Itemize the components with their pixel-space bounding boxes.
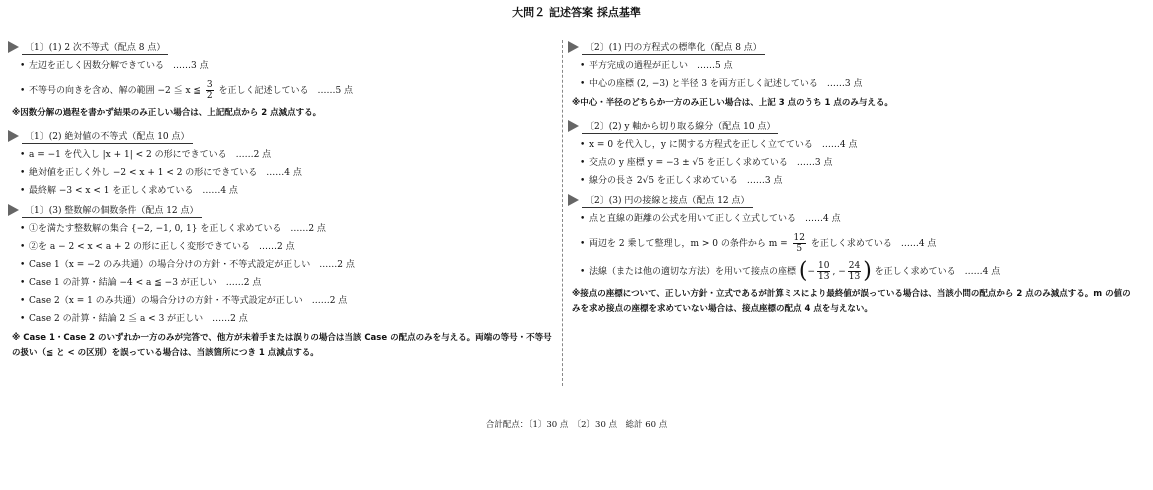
section-heading (568, 193, 1138, 207)
numerator: 3 (206, 80, 213, 90)
section-note: ※接点の座標について、正しい方針・立式であるが計算ミスにより最終値が誤っている場合は、当該小問の配点から 2 点のみ減点する。m の値のみを求め接点の座標を求めていない場合は、接点座標の配点 4 点を与えない。 (572, 289, 1131, 314)
criterion-item: • Case 1 の計算・結論 −4 < a ≦ −3 が正しい ……2 点 (20, 277, 556, 289)
arrow-icon (8, 204, 19, 216)
column-divider (562, 40, 563, 386)
section-2-1 (568, 40, 1138, 111)
criterion-item (580, 231, 1138, 257)
criterion-item: • x = 0 を代入し，y に関する方程式を正しく立てている ……4 点 (580, 139, 1138, 151)
section-heading (8, 129, 556, 143)
arrow-icon (8, 41, 19, 53)
arrow-icon (568, 120, 579, 132)
heading-text: 〔1〕(1) 2 次不等式（配点 8 点） (22, 40, 168, 55)
criterion-text: を正しく求めている ……4 点 (810, 239, 937, 249)
page-title: 大問２ 記述答案 採点基準 (512, 6, 641, 19)
criterion-item: • 交点の y 座標 y = −3 ± √5 を正しく求めている ……3 点 (580, 157, 1138, 169)
criterion-item (20, 78, 556, 104)
criterion-item: • 最終解 −3 < x < 1 を正しく求めている ……4 点 (20, 185, 556, 197)
heading-text: 〔2〕(1) 円の方程式の標準化（配点 8 点） (582, 40, 765, 55)
total-score-footer: 合計配点：〔1〕30 点 〔2〕30 点 総計 60 点 (485, 420, 668, 430)
heading-text: 〔2〕(3) 円の接線と接点（配点 12 点） (582, 193, 753, 208)
criterion-item: • Case 2 の計算・結論 2 ≦ a < 3 が正しい ……2 点 (20, 313, 556, 325)
fraction (817, 261, 830, 282)
denominator: 13 (818, 272, 830, 282)
section-1-2 (8, 129, 556, 197)
heading-text: 〔1〕(3) 整数解の個数条件（配点 12 点） (22, 203, 202, 218)
criterion-item: • 中心の座標 (2, −3) と半径 3 を両方正しく記述している ……3 点 (580, 78, 1138, 90)
criterion-item: • a = −1 を代入し |x + 1| < 2 の形にできている ……2 点 (20, 149, 556, 161)
criteria-list (8, 223, 556, 325)
numerator: 24 (848, 261, 861, 271)
section-heading (8, 40, 556, 54)
heading-text: 〔2〕(2) y 軸から切り取る線分（配点 10 点） (582, 119, 778, 134)
denominator: 13 (848, 272, 861, 282)
criterion-item: • ①を満たす整数解の集合 {−2, −1, 0, 1} を正しく求めている ……2 点 (20, 223, 556, 235)
fraction (793, 233, 806, 254)
numerator: 10 (818, 261, 830, 271)
section-note: ※ Case 1・Case 2 のいずれか一方のみが完答で、他方が未着手または誤りの場合は当該 Case の配点のみを与える。両端の等号・不等号の扱い（≦ と < の区別）を誤っている場合は、当該箇所につき 1 点減点する。 (12, 333, 552, 358)
arrow-icon (568, 41, 579, 53)
criterion-text: を正しく記述している ……5 点 (218, 86, 354, 96)
section-heading (8, 203, 556, 217)
section-heading (568, 119, 1138, 133)
criterion-text: 不等号の向きを含め、解の範囲 −2 ≦ x ≦ (29, 86, 201, 96)
criterion-item: • 平方完成の過程が正しい ……5 点 (580, 60, 1138, 72)
criterion-item: • ②を a − 2 < x < a + 2 の形に正しく変形できている ……2 点 (20, 241, 556, 253)
section-note: ※因数分解の過程を書かず結果のみ正しい場合は、上記配点から 2 点減点する。 (12, 108, 322, 118)
section-2-2 (568, 119, 1138, 187)
fraction (848, 261, 861, 282)
criterion-item: • 点と直線の距離の公式を用いて正しく立式している ……4 点 (580, 213, 1138, 225)
denominator: 5 (796, 244, 803, 254)
heading-text: 〔1〕(2) 絶対値の不等式（配点 10 点） (22, 129, 193, 144)
criteria-list (568, 213, 1138, 285)
section-note: ※中心・半径のどちらか一方のみ正しい場合は、上記 3 点のうち 1 点のみ与える。 (572, 98, 893, 108)
denominator: 2 (206, 91, 213, 101)
criteria-list (568, 139, 1138, 187)
criterion-item: • 左辺を正しく因数分解できている ……3 点 (20, 60, 556, 72)
section-2-3 (568, 193, 1138, 317)
criterion-item: • Case 2（x = 1 のみ共通）の場合分けの方針・不等式設定が正しい ……2 点 (20, 295, 556, 307)
close-paren: ) (863, 258, 872, 284)
criterion-item: • 絶対値を正しく外し −2 < x + 1 < 2 の形にできている ……4 点 (20, 167, 556, 179)
section-heading (568, 40, 1138, 54)
section-1-1 (8, 40, 556, 121)
open-paren: ( (798, 258, 808, 284)
arrow-icon (8, 130, 19, 142)
left-column (8, 40, 556, 361)
right-column (568, 40, 1138, 317)
arrow-icon (568, 194, 579, 206)
criterion-text: 法線（または他の適切な方法）を用いて接点の座標 (589, 267, 797, 277)
criterion-item: • Case 1（x = −2 のみ共通）の場合分けの方針・不等式設定が正しい ……2 点 (20, 259, 556, 271)
criteria-list (568, 60, 1138, 90)
criteria-list (8, 149, 556, 197)
section-1-3 (8, 203, 556, 361)
numerator: 12 (793, 233, 805, 243)
criterion-item: • 線分の長さ 2√5 を正しく求めている ……3 点 (580, 175, 1138, 187)
criterion-text: 両辺を 2 乗して整理し，m > 0 の条件から m = (589, 239, 788, 249)
criteria-list (8, 60, 556, 104)
criterion-item: • 法線（または他の適切な方法）を用いて接点の座標 (− $\frac{10}{13}$ , − $\frac{24}{13}$ ) を正しく求めている ……4 点 (580, 259, 1138, 285)
fraction (206, 80, 214, 101)
criterion-text: を正しく求めている ……4 点 (874, 267, 1001, 277)
